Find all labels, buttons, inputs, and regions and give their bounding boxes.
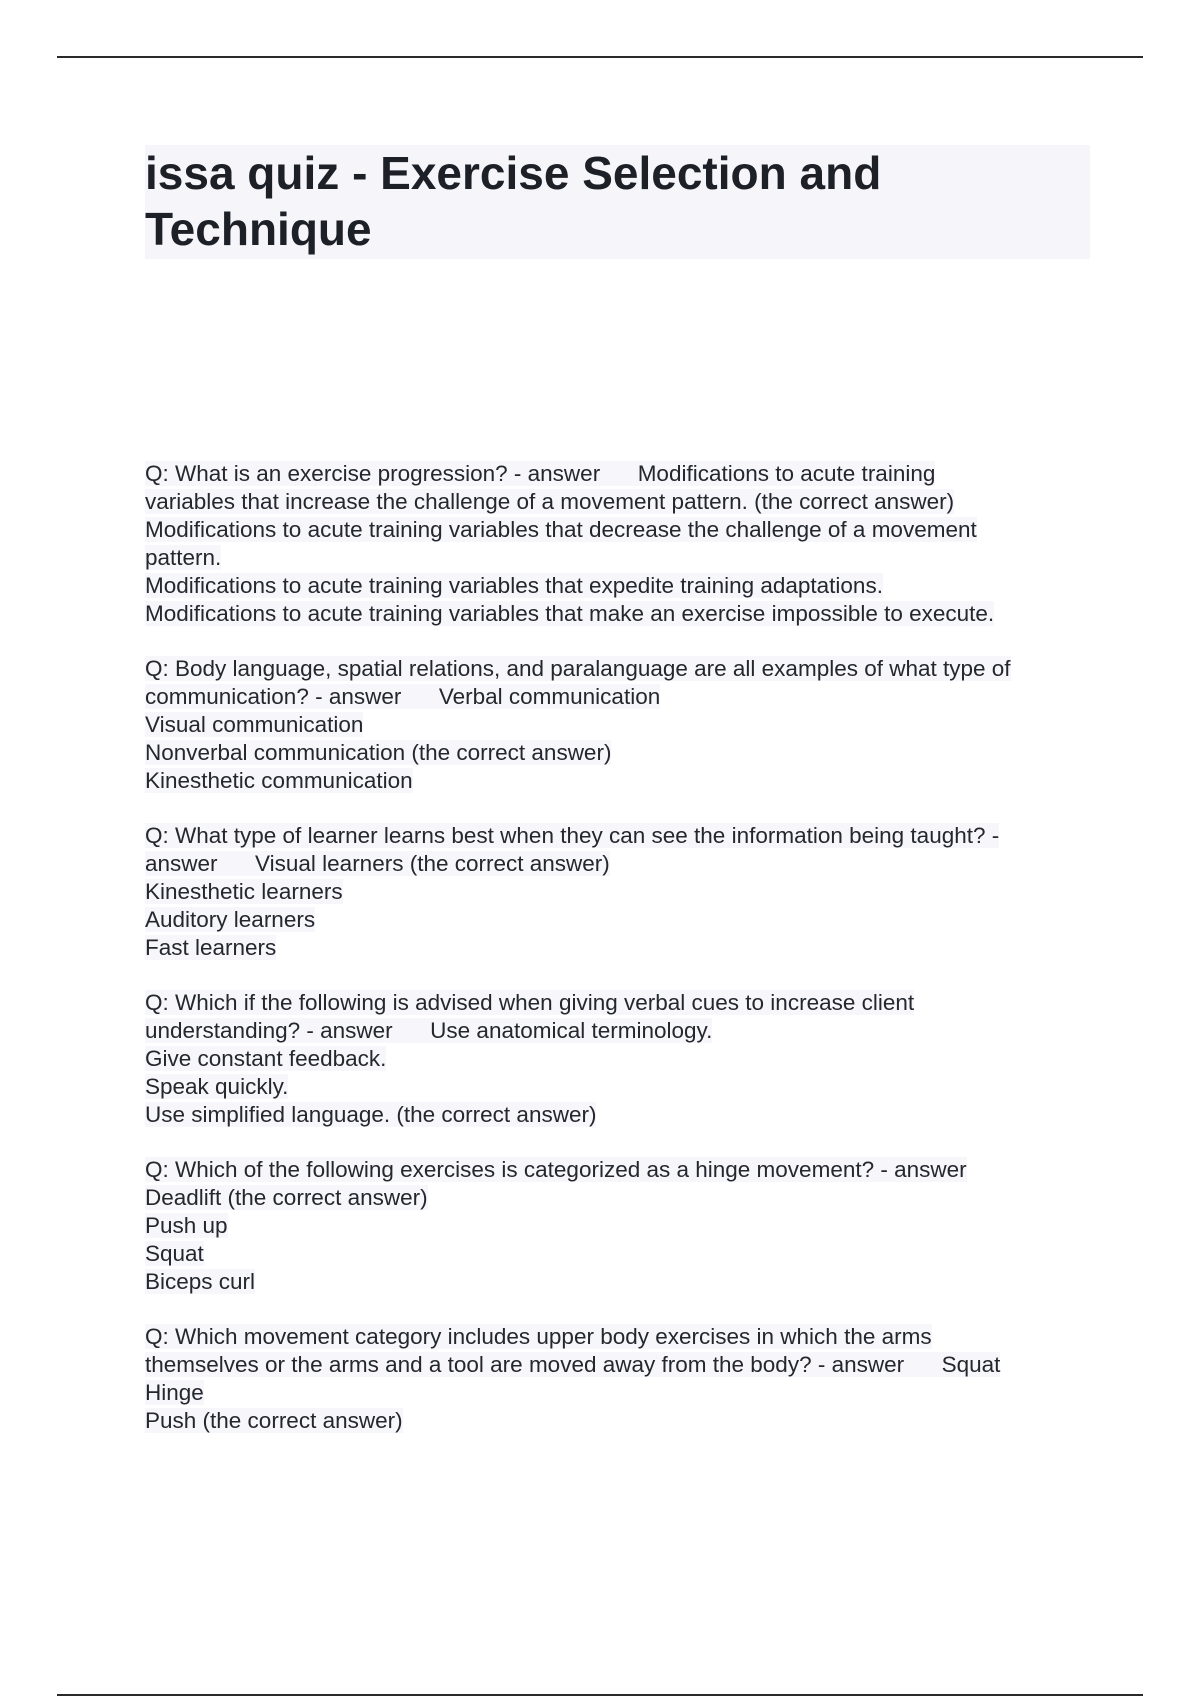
answer-option-text: Speak quickly.: [145, 1074, 289, 1099]
question-prompt-line: [145, 1351, 1090, 1379]
question-item: [145, 460, 1090, 628]
question-prompt-line: [145, 850, 1090, 878]
answer-option-line: [145, 906, 1090, 934]
question-prompt-line: [145, 1184, 1090, 1212]
question-prompt-text: Q: Body language, spatial relations, and paralanguage are all examples of what type of: [145, 656, 1011, 681]
answer-option-line: [145, 600, 1090, 628]
question-prompt-text: Q: What is an exercise progression? - answer Modifications to acute training: [145, 461, 936, 486]
question-prompt-text: communication? - answer Verbal communication: [145, 684, 661, 709]
question-prompt-line: [145, 1156, 1090, 1184]
question-prompt-line: [145, 989, 1090, 1017]
answer-option-text: Auditory learners: [145, 907, 316, 932]
answer-option-line: [145, 739, 1090, 767]
question-prompt-text: Q: Which movement category includes upper body exercises in which the arms: [145, 1324, 932, 1349]
answer-option-text: Biceps curl: [145, 1269, 256, 1294]
top-rule: [57, 56, 1143, 58]
question-prompt-text: Q: What type of learner learns best when they can see the information being taught? -: [145, 823, 1000, 848]
answer-option-text: Modifications to acute training variables that make an exercise impossible to execute.: [145, 601, 995, 626]
question-prompt-line: [145, 822, 1090, 850]
question-prompt-text: Deadlift (the correct answer): [145, 1185, 428, 1210]
question-list: [145, 460, 1090, 1435]
question-item: [145, 655, 1090, 795]
question-prompt-line: [145, 655, 1090, 683]
answer-option-text: Visual communication: [145, 712, 364, 737]
answer-option-line: [145, 1073, 1090, 1101]
question-prompt-text: Q: Which if the following is advised when giving verbal cues to increase client: [145, 990, 915, 1015]
question-item: [145, 822, 1090, 962]
answer-option-line: [145, 934, 1090, 962]
answer-option-text: Modifications to acute training variables that decrease the challenge of a movement: [145, 517, 977, 542]
answer-option-line: [145, 767, 1090, 795]
answer-option-line: [145, 516, 1090, 544]
answer-option-line: [145, 1212, 1090, 1240]
answer-option-text: pattern.: [145, 545, 222, 570]
answer-option-text: Use simplified language. (the correct answer): [145, 1102, 597, 1127]
document-title: issa quiz - Exercise Selection and Technique: [145, 145, 1090, 259]
question-item: [145, 1156, 1090, 1296]
answer-option-line: [145, 1240, 1090, 1268]
question-prompt-text: themselves or the arms and a tool are moved away from the body? - answer Squat: [145, 1352, 1001, 1377]
question-prompt-text: answer Visual learners (the correct answer): [145, 851, 610, 876]
answer-option-line: [145, 878, 1090, 906]
answer-option-text: Nonverbal communication (the correct answer): [145, 740, 612, 765]
answer-option-line: [145, 1101, 1090, 1129]
question-prompt-line: [145, 1017, 1090, 1045]
question-prompt-text: Q: Which of the following exercises is categorized as a hinge movement? - answer: [145, 1157, 967, 1182]
answer-option-text: Give constant feedback.: [145, 1046, 387, 1071]
answer-option-text: Hinge: [145, 1380, 204, 1405]
bottom-rule: [57, 1694, 1143, 1696]
answer-option-text: Kinesthetic communication: [145, 768, 413, 793]
answer-option-text: Kinesthetic learners: [145, 879, 343, 904]
question-prompt-text: understanding? - answer Use anatomical terminology.: [145, 1018, 713, 1043]
question-prompt-line: [145, 683, 1090, 711]
question-prompt-line: [145, 488, 1090, 516]
answer-option-line: [145, 1407, 1090, 1435]
answer-option-line: [145, 1045, 1090, 1073]
question-prompt-line: [145, 1323, 1090, 1351]
answer-option-text: Push up: [145, 1213, 228, 1238]
answer-option-text: Modifications to acute training variables that expedite training adaptations.: [145, 573, 883, 598]
answer-option-line: [145, 1268, 1090, 1296]
answer-option-line: [145, 572, 1090, 600]
document-body: [145, 145, 1090, 1462]
answer-option-line: [145, 711, 1090, 739]
question-prompt-text: variables that increase the challenge of a movement pattern. (the correct answer): [145, 489, 955, 514]
question-prompt-line: [145, 460, 1090, 488]
answer-option-text: Squat: [145, 1241, 204, 1266]
answer-option-line: [145, 544, 1090, 572]
question-item: [145, 989, 1090, 1129]
answer-option-line: [145, 1379, 1090, 1407]
answer-option-text: Push (the correct answer): [145, 1408, 403, 1433]
answer-option-text: Fast learners: [145, 935, 277, 960]
question-item: [145, 1323, 1090, 1435]
